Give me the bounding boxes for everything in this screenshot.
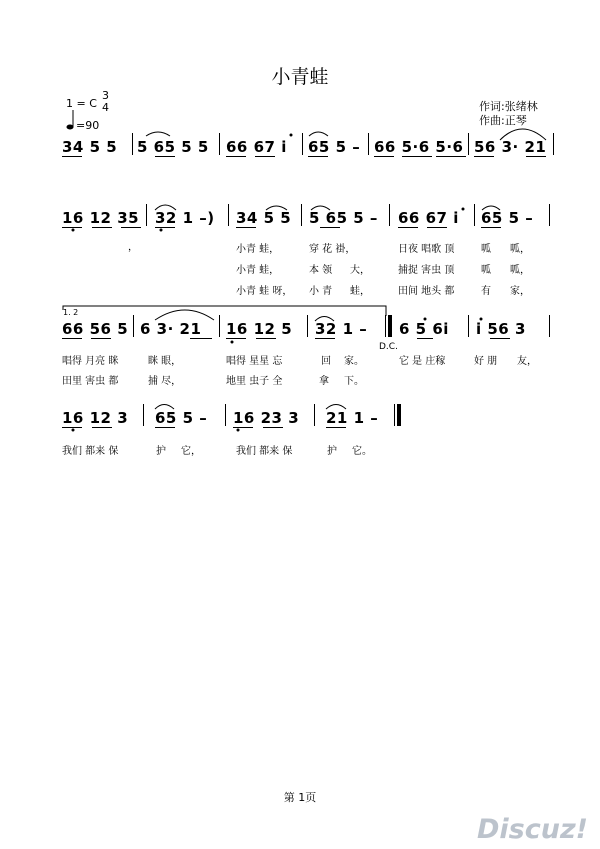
lyric-comma: ，: [128, 242, 138, 253]
lyric-v2-2: 本 领: [309, 265, 333, 276]
bar-line: [368, 133, 369, 155]
lyric-l6-1: 我们 都来 保: [62, 446, 119, 457]
lyric-l5-4: 拿: [319, 376, 329, 387]
da-capo-marking: D.C.: [379, 342, 398, 352]
double-bar-line: [388, 315, 392, 337]
measure-21: 16 23 3: [233, 409, 300, 427]
slur: [309, 132, 328, 136]
measure-9: 34 5 5: [236, 209, 292, 227]
bar-line: [219, 133, 220, 155]
bar-line: [143, 404, 144, 426]
bar-line: [389, 204, 390, 226]
lyric-l5-3: 地里 虫子 全: [226, 376, 283, 387]
measure-11: 66 67 i: [398, 209, 459, 227]
measure-5: 66 5·6 5·6: [374, 138, 464, 156]
bar-line: [314, 404, 315, 426]
measure-15: 16 12 5: [226, 320, 293, 338]
lyric-v2-5: 呱: [481, 265, 491, 276]
end-bar-thick: [397, 404, 401, 426]
key-signature: 1 = C: [66, 97, 97, 110]
lyric-v1-4: 呱: [481, 244, 491, 255]
lyric-l4-3: 唱得 星星 忘: [226, 356, 283, 367]
measure-12: 65 5 –: [481, 209, 534, 227]
measure-1: 34 5 5: [62, 138, 118, 156]
lyric-l4-6: 它 是 庄稼: [399, 356, 446, 367]
lyric-v1-1: 小青 蛙，: [236, 244, 280, 255]
lyric-v1-3: 日夜 唱歌 顶: [398, 244, 455, 255]
measure-3: 66 67 i: [226, 138, 287, 156]
measure-7: 16 12 35: [62, 209, 140, 227]
lyric-v3-4: 田间 地头 都: [398, 286, 455, 297]
volta-bracket: [63, 306, 386, 316]
measure-19: 16 12 3: [62, 409, 129, 427]
lyric-l4-7: 好 朋: [474, 356, 498, 367]
measure-2: 5 65 5 5: [137, 138, 209, 156]
lyric-v2-6: 呱，: [510, 265, 530, 276]
lyric-l6-3: 它，: [181, 446, 201, 457]
bar-line: [307, 315, 308, 337]
quarter-note-icon: [67, 125, 74, 130]
lyric-l6-2: 护: [156, 446, 166, 457]
bar-line: [468, 133, 469, 155]
lyric-v2-3: 大，: [350, 265, 370, 276]
bar-line: [385, 315, 386, 337]
slur: [155, 310, 214, 320]
bar-line: [301, 204, 302, 226]
watermark-logo: Discuz!: [477, 814, 588, 845]
lyric-v2-4: 捕捉 害虫 顶: [398, 265, 455, 276]
lyric-l5-1: 田里 害虫 都: [62, 376, 119, 387]
lyric-l4-8: 友，: [517, 356, 537, 367]
volta-label: 1. 2: [63, 308, 79, 317]
lyric-l4-1: 唱得 月亮 眯: [62, 356, 119, 367]
slur: [146, 132, 170, 136]
tempo-marking: =90: [76, 119, 100, 132]
bar-line: [549, 315, 550, 337]
lyricist-credit: 作词:张绪林: [479, 100, 538, 113]
composer-credit: 作曲:正琴: [479, 114, 527, 127]
lyric-l6-6: 它。: [352, 446, 372, 457]
end-bar-thin: [394, 404, 395, 426]
lyric-l5-2: 捕 尽，: [148, 376, 182, 387]
lyric-v3-3: 蛙，: [350, 286, 370, 297]
measure-6: 56 3· 21: [474, 138, 547, 156]
song-title: 小青蛙: [271, 66, 329, 88]
lyric-v1-5: 呱，: [510, 244, 530, 255]
lyric-v3-2: 小 青: [309, 286, 333, 297]
measure-4: 65 5 –: [308, 138, 361, 156]
lyric-l4-4: 回: [321, 356, 331, 367]
bar-line: [132, 133, 133, 155]
measure-13: 66 56 5: [62, 320, 129, 338]
bar-line: [549, 204, 550, 226]
lyric-l5-5: 下。: [344, 376, 364, 387]
bar-line: [474, 204, 475, 226]
measure-8: 32 1 –): [155, 209, 215, 227]
lyric-l6-4: 我们 都来 保: [236, 446, 293, 457]
bar-line: [302, 133, 303, 155]
lyric-l6-5: 护: [327, 446, 337, 457]
time-signature-bottom: 4: [102, 101, 109, 114]
measure-17: 6 5 6i: [399, 320, 449, 338]
lyric-l4-2: 眯 眼，: [148, 356, 182, 367]
measure-22: 21 1 –: [326, 409, 379, 427]
lyric-l4-5: 家。: [344, 356, 364, 367]
measure-18: i 56 3: [476, 320, 526, 338]
lyric-v3-1: 小青 蛙 呀，: [236, 286, 293, 297]
bar-line: [219, 315, 220, 337]
lyric-v1-2: 穿 花 褂，: [309, 244, 356, 255]
measure-20: 65 5 –: [155, 409, 208, 427]
page-number: 第 1页: [283, 791, 317, 804]
bar-line: [553, 133, 554, 155]
bar-line: [225, 404, 226, 426]
time-signature-top: 3: [102, 89, 109, 102]
measure-14: 6 3· 21: [140, 320, 202, 338]
bar-line: [468, 315, 469, 337]
bar-line: [146, 204, 147, 226]
lyric-v3-5: 有: [481, 286, 491, 297]
bar-line: [133, 315, 134, 337]
measure-10: 5 65 5 –: [309, 209, 378, 227]
bar-line: [228, 204, 229, 226]
lyric-v2-1: 小青 蛙，: [236, 265, 280, 276]
measure-16: 32 1 –: [315, 320, 368, 338]
lyric-v3-6: 家，: [510, 286, 530, 297]
